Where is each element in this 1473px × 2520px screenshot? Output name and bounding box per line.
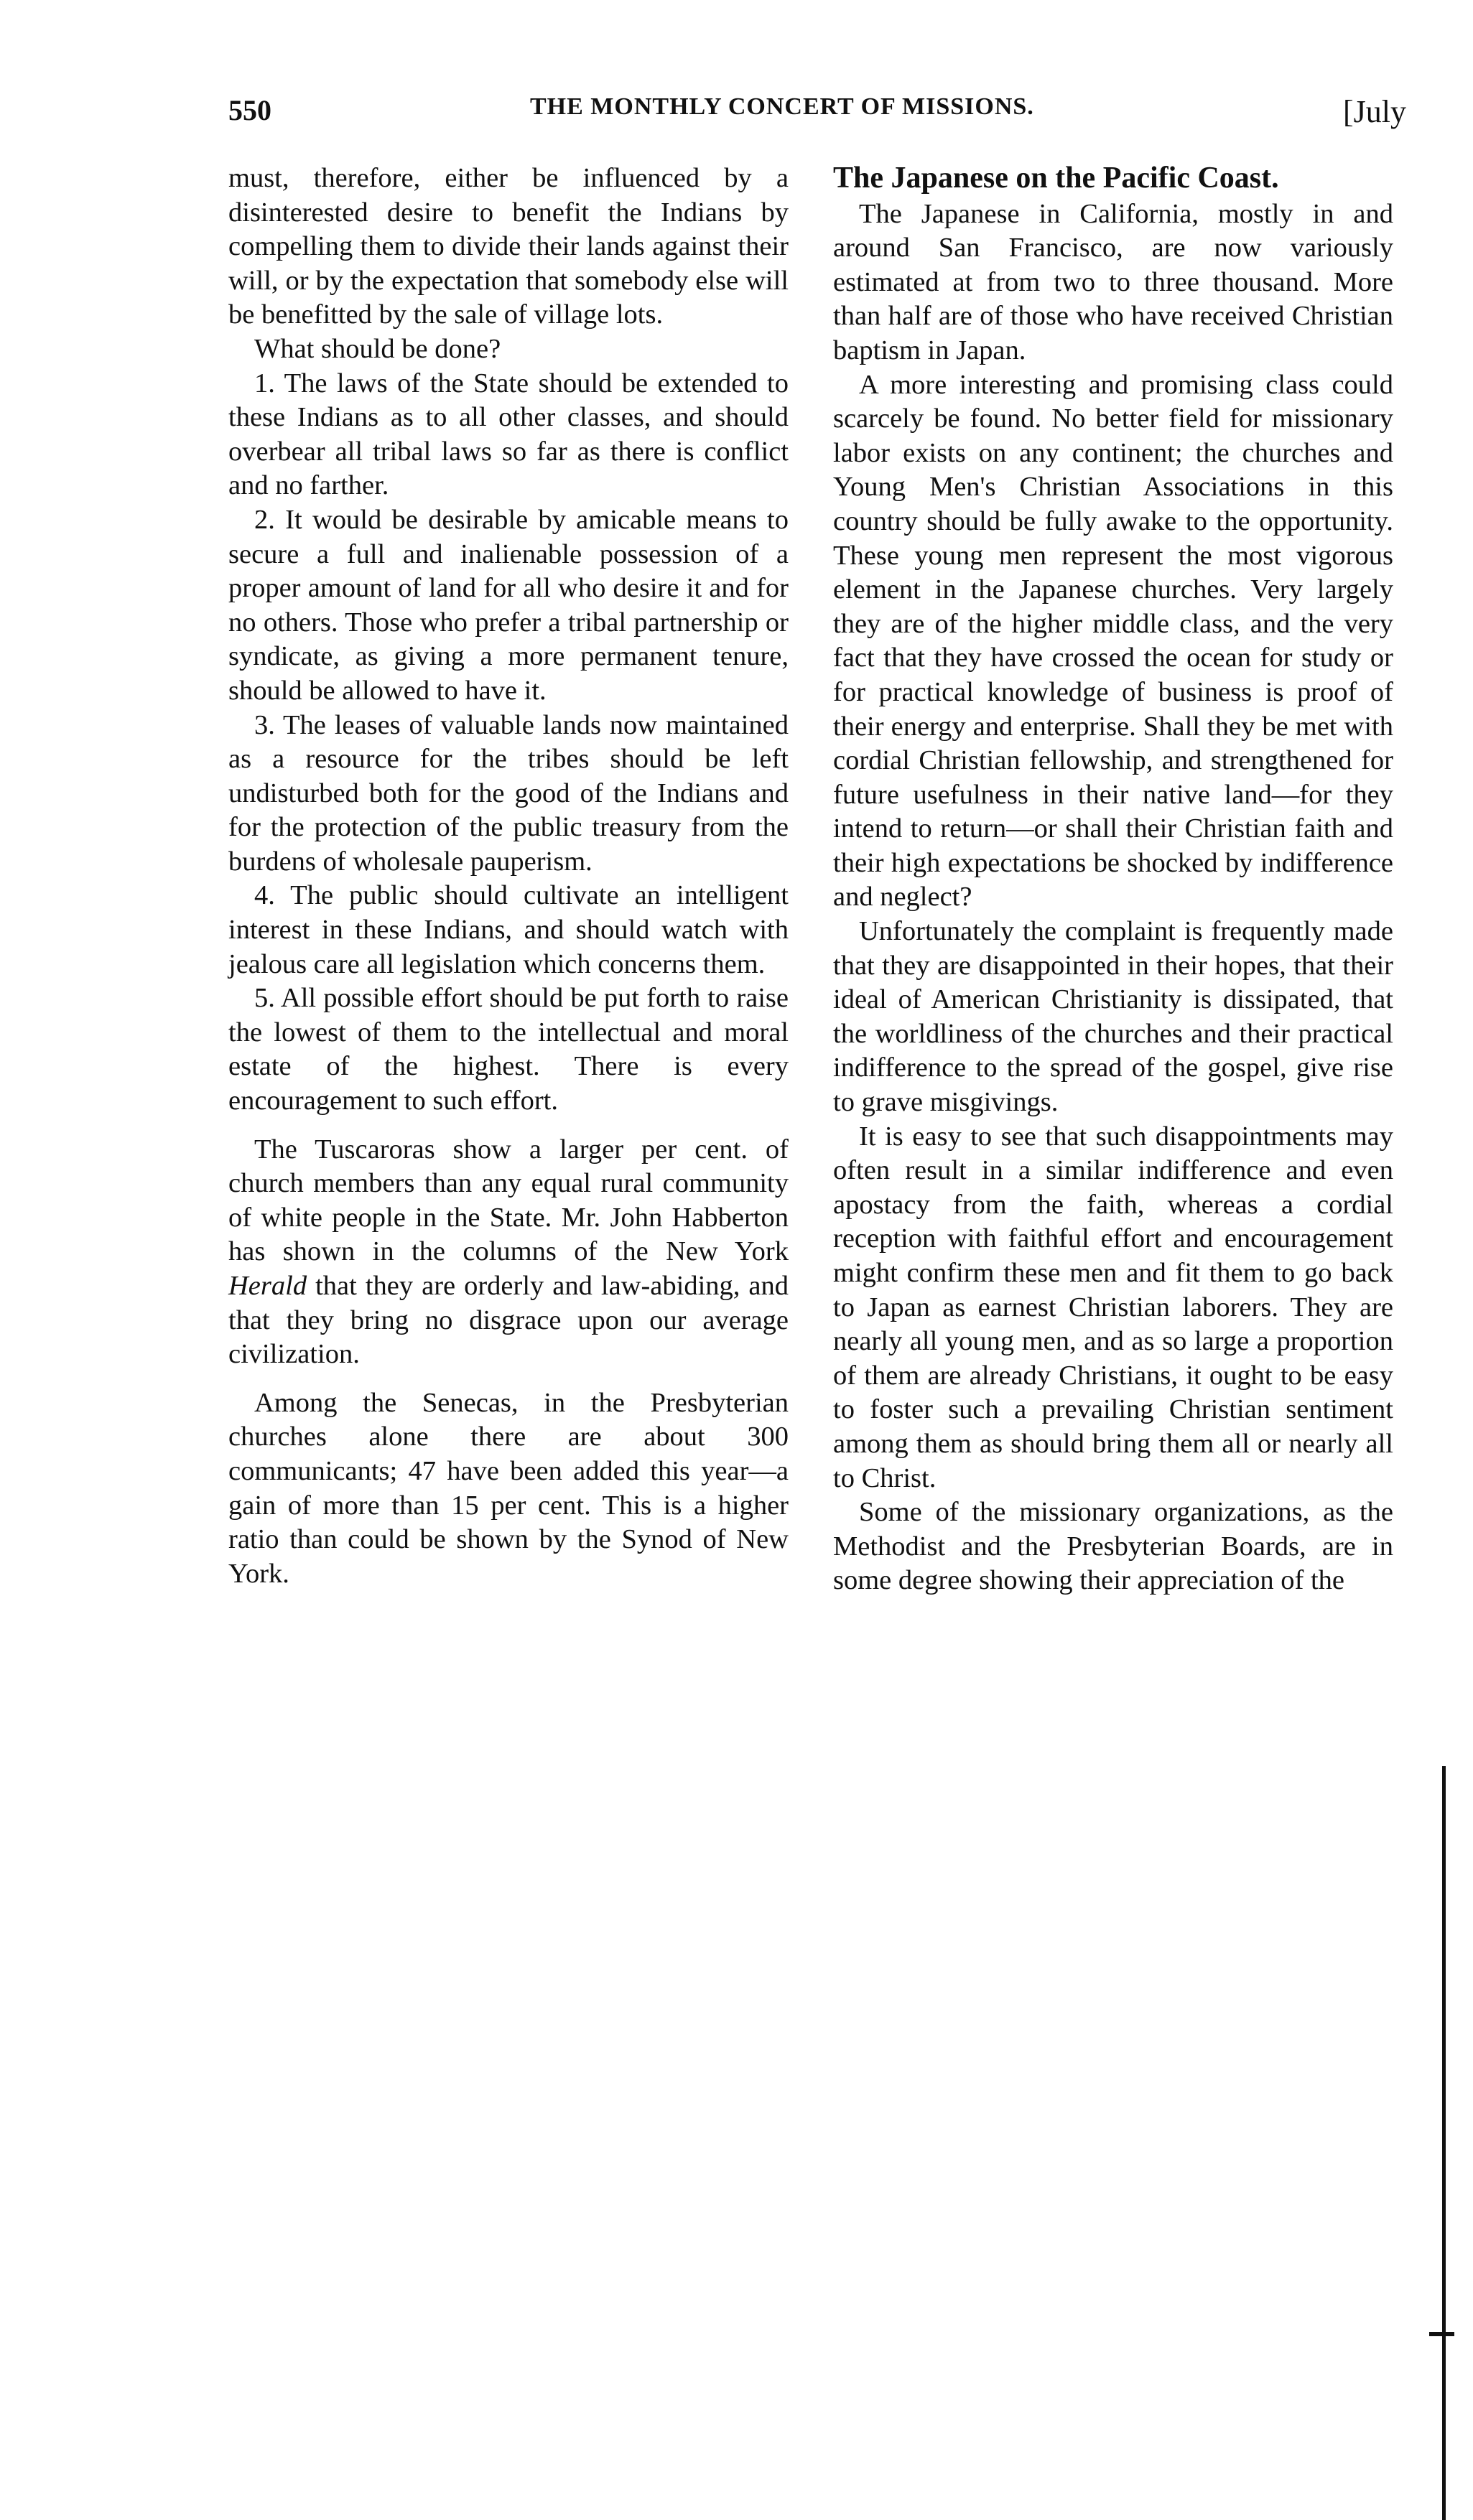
text-run: that they are orderly and law-abiding, and that they bring no disgrace upon our average civilization. xyxy=(228,1271,789,1370)
paragraph: Unfortunately the complaint is frequently made that they are disappointed in their hopes, that their ideal of American Christianity is dissipated, that the worldliness of the churches and their practical indifference to the spread of the gospel, give rise to grave misgivings. xyxy=(833,916,1393,1118)
paragraph: Some of the missionary organizations, as the Methodist and the Presbyterian Boards, are in some degree showing their appreciation of the xyxy=(833,1497,1393,1596)
paragraph: 4. The public should cultivate an intelligent interest in these Indians, and should watch with jealous care all legislation which concerns them. xyxy=(228,880,789,979)
paragraph: Among the Senecas, in the Presbyterian churches alone there are about 300 communicants; 47 have been added this year—a gain of more than 15 per cent. This is a higher ratio than could be shown by the Synod of New York. xyxy=(228,1387,789,1589)
paragraph: The Japanese in California, mostly in and around San Francisco, are now variously estimated at from two to three thousand. More than half are of those who have received Christian baptism in Japan. xyxy=(833,198,1393,365)
paragraph: It is easy to see that such disappointments may often result in a similar indifference and even apostacy from the faith, whereas a cordial reception with faithful effort and encouragement might confirm these men and fit them to go back to Japan as earnest Christian laborers. They are nearly all young men, and as so large a proportion of them are already Christians, it ought to be easy to foster such a prevailing Christian sentiment among them as should bring them all or nearly all to Christ. xyxy=(833,1121,1393,1493)
running-title: THE MONTHLY CONCERT OF MISSIONS. xyxy=(530,93,1034,120)
margin-rule xyxy=(1442,1766,1446,2520)
text-run: The Tuscaroras show a larger per cent. of church members than any equal rural community of white people in the State. Mr. John Habberton has shown in the columns of the New York xyxy=(228,1134,789,1267)
paragraph: 2. It would be desirable by amicable means to secure a full and inalienable possession of a proper amount of land for all who desire it and for no others. Those who prefer a tribal partnership or syndicate, as giving a more permanent tenure, should be allowed to have it. xyxy=(228,504,789,706)
paragraph xyxy=(228,1133,789,1372)
left-column xyxy=(228,162,789,1591)
newspaper-title: Herald xyxy=(228,1271,307,1301)
paragraph: What should be done? xyxy=(254,333,501,364)
page-number: 550 xyxy=(228,94,271,126)
header-month: [July xyxy=(1343,94,1406,129)
section-heading: The Japanese on the Pacific Coast. xyxy=(833,162,1279,195)
paragraph: 1. The laws of the State should be extended to these Indians as to all other classes, and should overbear all tribal laws so far as there is conflict and no farther. xyxy=(228,368,789,501)
page-header xyxy=(228,93,1406,136)
margin-rule-foot xyxy=(1429,2332,1454,2336)
paragraph: 3. The leases of valuable lands now maintained as a resource for the tribes should be left undisturbed both for the good of the Indians and for the protection of the public treasury from the burdens of wholesale pauperism. xyxy=(228,709,789,877)
paragraph: must, therefore, either be influenced by a disinterested desire to benefit the Indians by compelling them to divide their lands against their will, or by the expectation that somebody else will be benefitted by the sale of village lots. xyxy=(228,163,789,330)
right-column xyxy=(833,162,1393,1598)
paragraph: A more interesting and promising class could scarcely be found. No better field for missionary labor exists on any continent; the churches and Young Men's Christian Associations in this country should be fully awake to the opportunity. These young men represent the most vigorous element in the Japanese churches. Very largely they are of the higher middle class, and the very fact that they have crossed the ocean for study or for practical knowledge of business is proof of their energy and enterprise. Shall they be met with cordial Christian fellowship, and strengthened for future usefulness in their native land—for they intend to return—or shall their Christian faith and their high expectations be shocked by indifference and neglect? xyxy=(833,369,1393,913)
paragraph: 5. All possible effort should be put forth to raise the lowest of them to the intellectual and moral estate of the highest. There is every encouragement to such effort. xyxy=(228,983,789,1116)
